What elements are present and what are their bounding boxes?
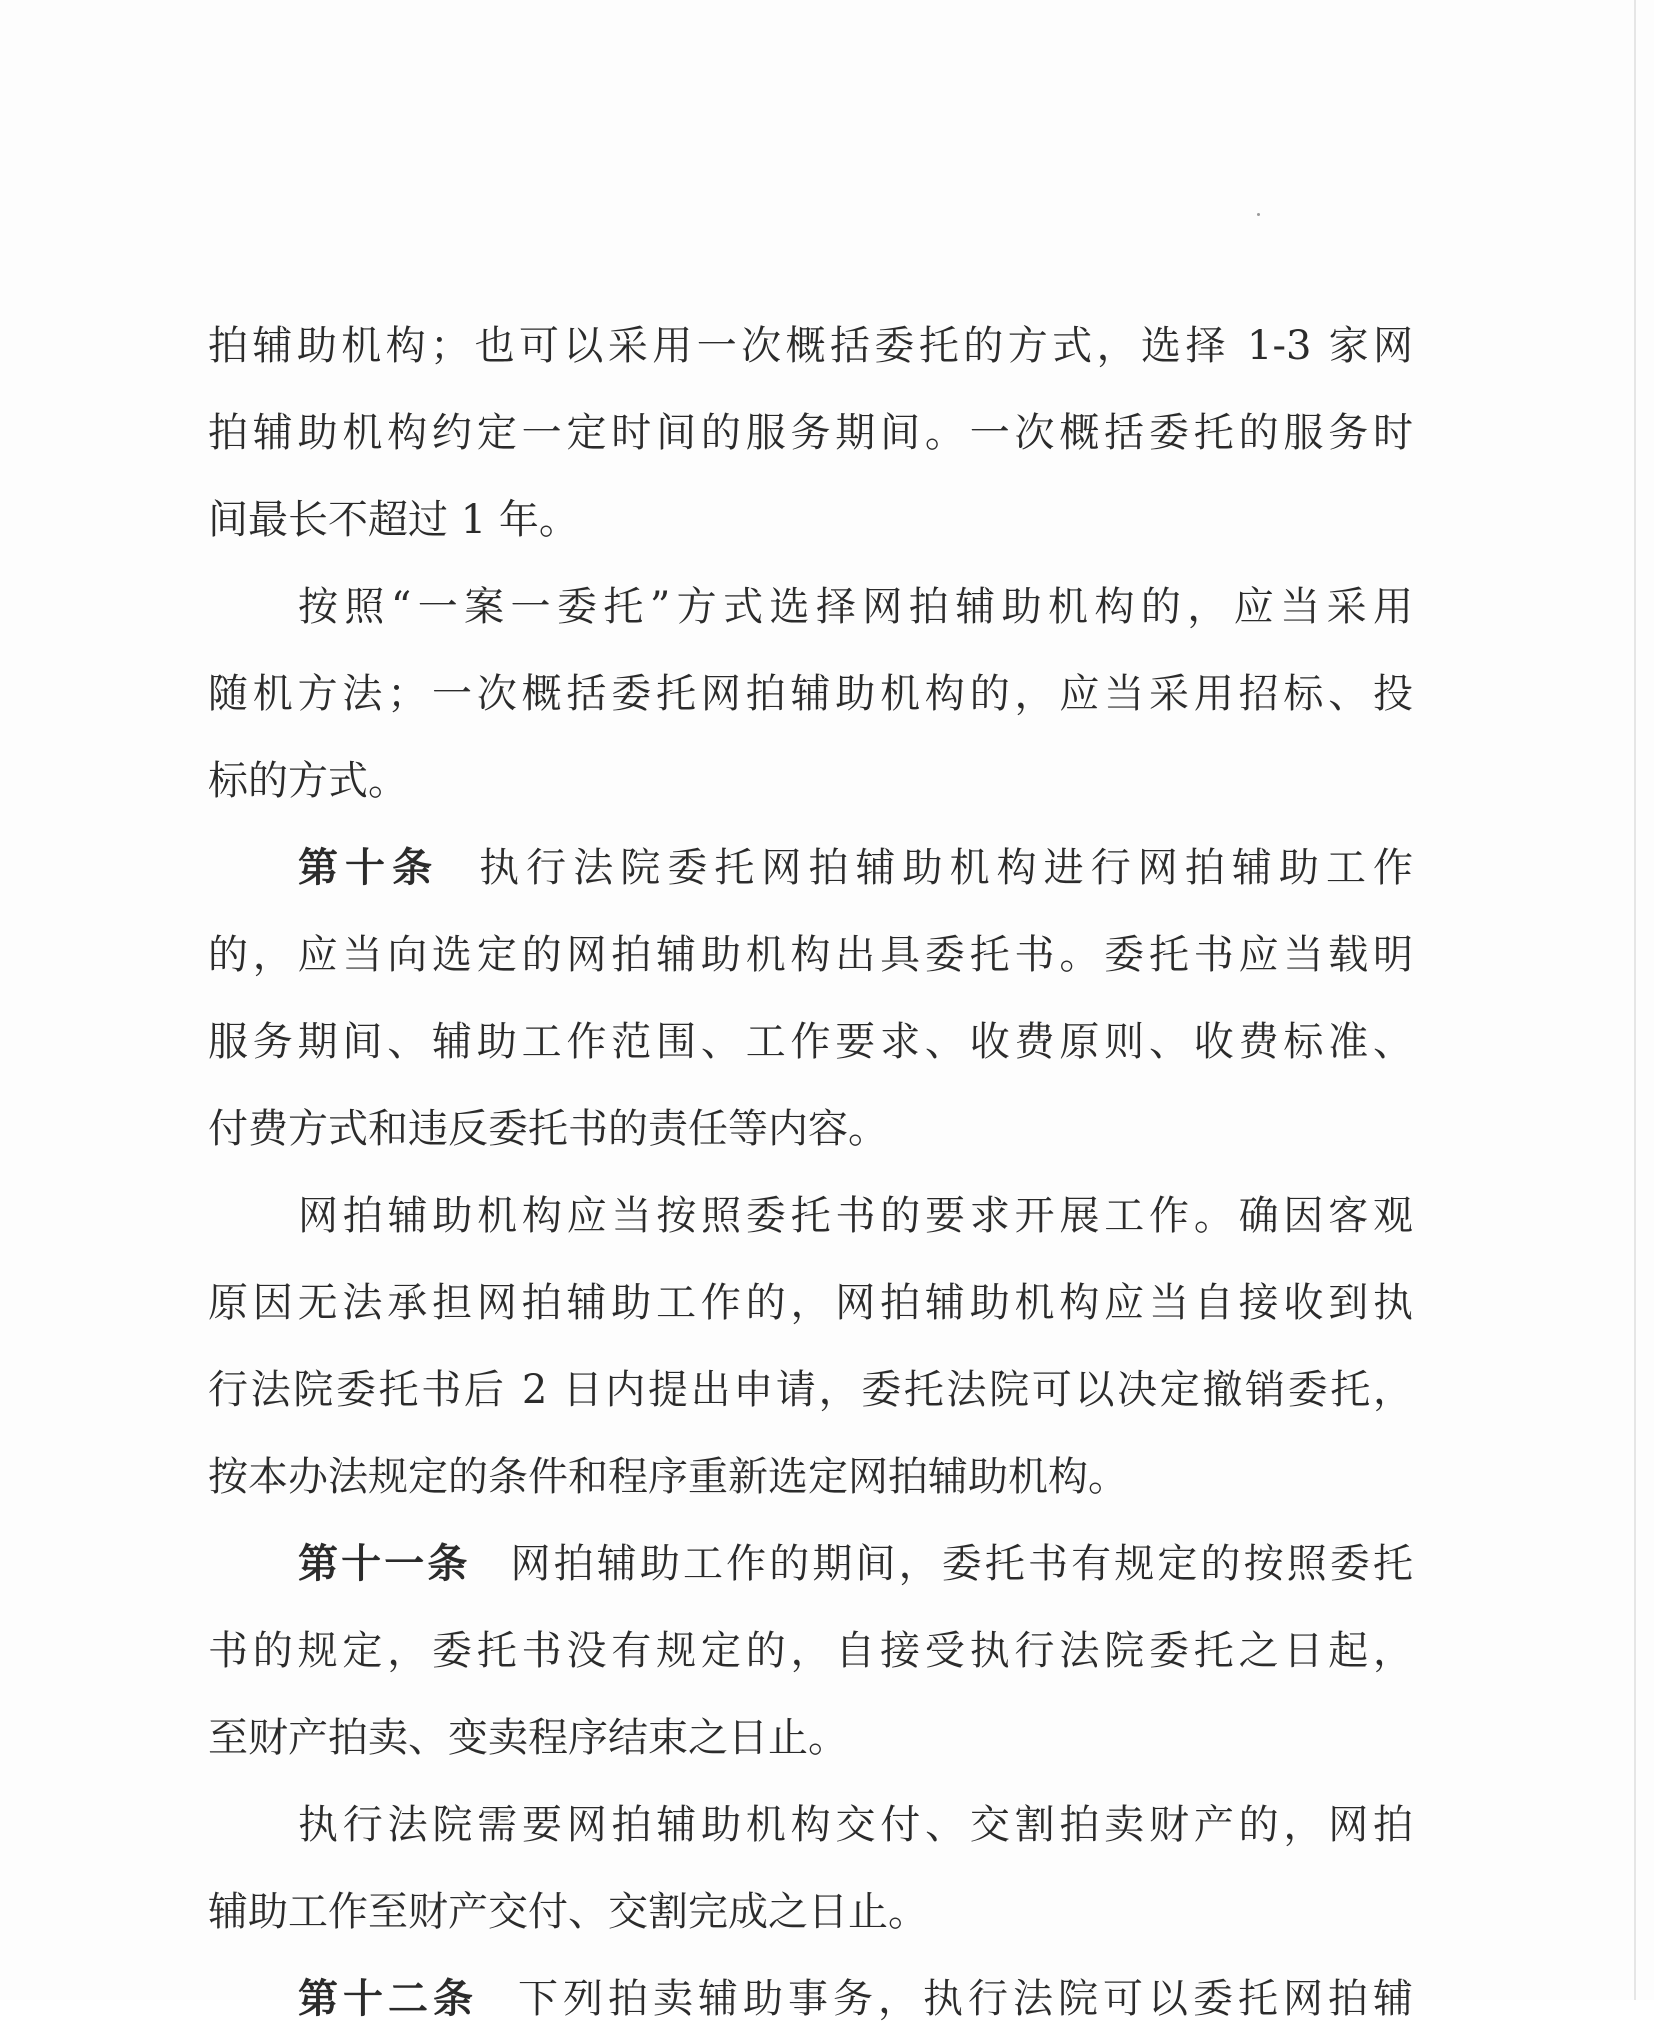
article-12-heading: 第十二条 (298, 1976, 478, 2022)
text-span: 执行法院委托网拍辅助机构进行网拍辅助工作 (479, 845, 1413, 891)
text-line: 随机方法；一次概括委托网拍辅助机构的，应当采用招标、投 (208, 671, 1413, 717)
text-line: 标的方式。 (208, 758, 408, 804)
text-line: 书的规定，委托书没有规定的，自接受执行法院委托之日起， (208, 1628, 1413, 1674)
text-line: 付费方式和违反委托书的责任等内容。 (208, 1106, 888, 1152)
text-line: 拍辅助机构；也可以采用一次概括委托的方式，选择 1-3 家网 (208, 323, 1413, 369)
article-11-heading: 第十一条 (298, 1541, 471, 1587)
text-line: 按照“一案一委托”方式选择网拍辅助机构的，应当采用 (298, 584, 1413, 630)
text-line: 行法院委托书后 2 日内提出申请，委托法院可以决定撤销委托， (208, 1367, 1413, 1413)
article-10-heading: 第十条 (298, 845, 440, 891)
document-body (208, 303, 1413, 2043)
article-10-line (208, 825, 1413, 912)
scan-edge-line (1634, 0, 1636, 2000)
text-line: 服务期间、辅助工作范围、工作要求、收费原则、收费标准、 (208, 1019, 1413, 1065)
article-11-line (208, 1521, 1413, 1608)
text-line: 按本办法规定的条件和程序重新选定网拍辅助机构。 (208, 1454, 1128, 1500)
text-span: 下列拍卖辅助事务，执行法院可以委托网拍辅 (518, 1976, 1413, 2022)
scan-speck (1257, 213, 1260, 216)
text-line: 间最长不超过 1 年。 (208, 497, 579, 543)
text-span: 网拍辅助工作的期间，委托书有规定的按照委托 (510, 1541, 1413, 1587)
text-line: 的，应当向选定的网拍辅助机构出具委托书。委托书应当载明 (208, 932, 1413, 978)
text-line: 辅助工作至财产交付、交割完成之日止。 (208, 1889, 928, 1935)
text-line: 执行法院需要网拍辅助机构交付、交割拍卖财产的，网拍 (298, 1802, 1413, 1848)
text-line: 拍辅助机构约定一定时间的服务期间。一次概括委托的服务时 (208, 410, 1413, 456)
text-line: 至财产拍卖、变卖程序结束之日止。 (208, 1715, 848, 1761)
text-line: 网拍辅助机构应当按照委托书的要求开展工作。确因客观 (298, 1193, 1413, 1239)
text-line: 原因无法承担网拍辅助工作的，网拍辅助机构应当自接收到执 (208, 1280, 1413, 1326)
